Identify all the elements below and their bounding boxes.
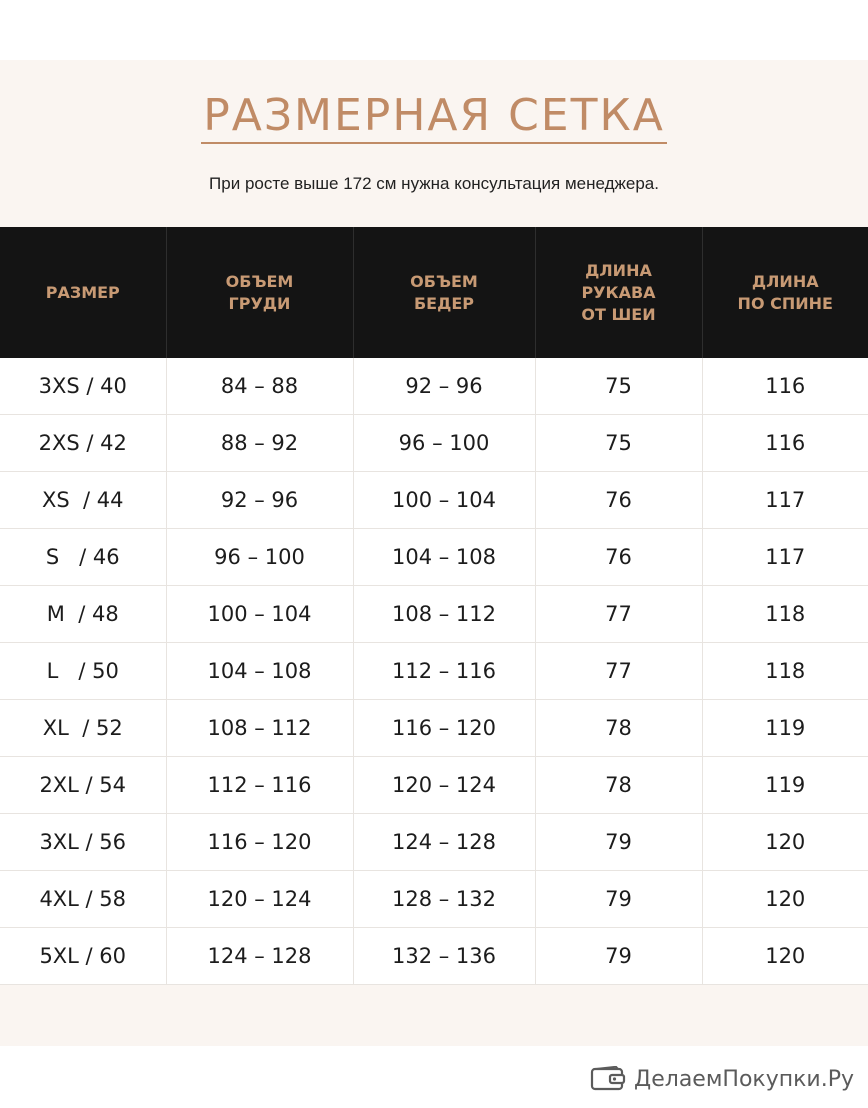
chest-cell: 84 – 88 xyxy=(166,358,353,415)
column-header-back-length: ДЛИНА ПО СПИНЕ xyxy=(702,227,868,358)
size-cell: 2XS / 42 xyxy=(0,415,166,472)
table-row xyxy=(0,928,868,985)
table-row xyxy=(0,415,868,472)
table-row xyxy=(0,472,868,529)
size-table xyxy=(0,227,868,985)
size-cell: 3XS / 40 xyxy=(0,358,166,415)
chest-cell: 124 – 128 xyxy=(166,928,353,985)
watermark xyxy=(590,1066,854,1092)
back-length-cell: 118 xyxy=(702,586,868,643)
sleeve-length-cell: 78 xyxy=(535,700,702,757)
size-cell: 2XL / 54 xyxy=(0,757,166,814)
size-cell: 5XL / 60 xyxy=(0,928,166,985)
size-cell: S / 46 xyxy=(0,529,166,586)
sleeve-length-cell: 79 xyxy=(535,928,702,985)
table-row xyxy=(0,757,868,814)
hips-cell: 96 – 100 xyxy=(353,415,535,472)
column-header-size: РАЗМЕР xyxy=(0,227,166,358)
table-row xyxy=(0,871,868,928)
sleeve-length-cell: 76 xyxy=(535,472,702,529)
page-title-wrap xyxy=(0,90,868,144)
table-header-row xyxy=(0,227,868,358)
column-header-chest: ОБЪЕМ ГРУДИ xyxy=(166,227,353,358)
hips-cell: 132 – 136 xyxy=(353,928,535,985)
sleeve-length-cell: 75 xyxy=(535,415,702,472)
size-cell: M / 48 xyxy=(0,586,166,643)
column-header-hips: ОБЪЕМ БЕДЕР xyxy=(353,227,535,358)
page-title: РАЗМЕРНАЯ СЕТКА xyxy=(201,90,667,144)
size-cell: 4XL / 58 xyxy=(0,871,166,928)
hips-cell: 128 – 132 xyxy=(353,871,535,928)
sleeve-length-cell: 77 xyxy=(535,643,702,700)
chest-cell: 116 – 120 xyxy=(166,814,353,871)
back-length-cell: 120 xyxy=(702,928,868,985)
chest-cell: 92 – 96 xyxy=(166,472,353,529)
hips-cell: 124 – 128 xyxy=(353,814,535,871)
back-length-cell: 119 xyxy=(702,700,868,757)
back-length-cell: 117 xyxy=(702,529,868,586)
watermark-text: ДелаемПокупки.Ру xyxy=(634,1066,854,1092)
sleeve-length-cell: 76 xyxy=(535,529,702,586)
back-length-cell: 119 xyxy=(702,757,868,814)
sleeve-length-cell: 75 xyxy=(535,358,702,415)
back-length-cell: 120 xyxy=(702,871,868,928)
table-body xyxy=(0,358,868,985)
table-row xyxy=(0,586,868,643)
table-row xyxy=(0,700,868,757)
size-cell: XL / 52 xyxy=(0,700,166,757)
table-header xyxy=(0,227,868,358)
chest-cell: 112 – 116 xyxy=(166,757,353,814)
table-row xyxy=(0,814,868,871)
back-length-cell: 120 xyxy=(702,814,868,871)
hips-cell: 92 – 96 xyxy=(353,358,535,415)
back-length-cell: 117 xyxy=(702,472,868,529)
hips-cell: 108 – 112 xyxy=(353,586,535,643)
wallet-icon xyxy=(590,1066,626,1092)
page-subtitle: При росте выше 172 см нужна консультация менеджера. xyxy=(209,174,659,193)
chest-cell: 88 – 92 xyxy=(166,415,353,472)
chest-cell: 108 – 112 xyxy=(166,700,353,757)
column-header-sleeve-length: ДЛИНА РУКАВА ОТ ШЕИ xyxy=(535,227,702,358)
table-row xyxy=(0,529,868,586)
hips-cell: 100 – 104 xyxy=(353,472,535,529)
hips-cell: 116 – 120 xyxy=(353,700,535,757)
sleeve-length-cell: 77 xyxy=(535,586,702,643)
chest-cell: 100 – 104 xyxy=(166,586,353,643)
back-length-cell: 116 xyxy=(702,358,868,415)
sleeve-length-cell: 78 xyxy=(535,757,702,814)
size-cell: 3XL / 56 xyxy=(0,814,166,871)
chest-cell: 96 – 100 xyxy=(166,529,353,586)
size-cell: L / 50 xyxy=(0,643,166,700)
hips-cell: 104 – 108 xyxy=(353,529,535,586)
back-length-cell: 118 xyxy=(702,643,868,700)
chest-cell: 120 – 124 xyxy=(166,871,353,928)
sleeve-length-cell: 79 xyxy=(535,814,702,871)
hips-cell: 120 – 124 xyxy=(353,757,535,814)
hips-cell: 112 – 116 xyxy=(353,643,535,700)
sleeve-length-cell: 79 xyxy=(535,871,702,928)
table-row xyxy=(0,358,868,415)
back-length-cell: 116 xyxy=(702,415,868,472)
table-row xyxy=(0,643,868,700)
size-cell: XS / 44 xyxy=(0,472,166,529)
chest-cell: 104 – 108 xyxy=(166,643,353,700)
